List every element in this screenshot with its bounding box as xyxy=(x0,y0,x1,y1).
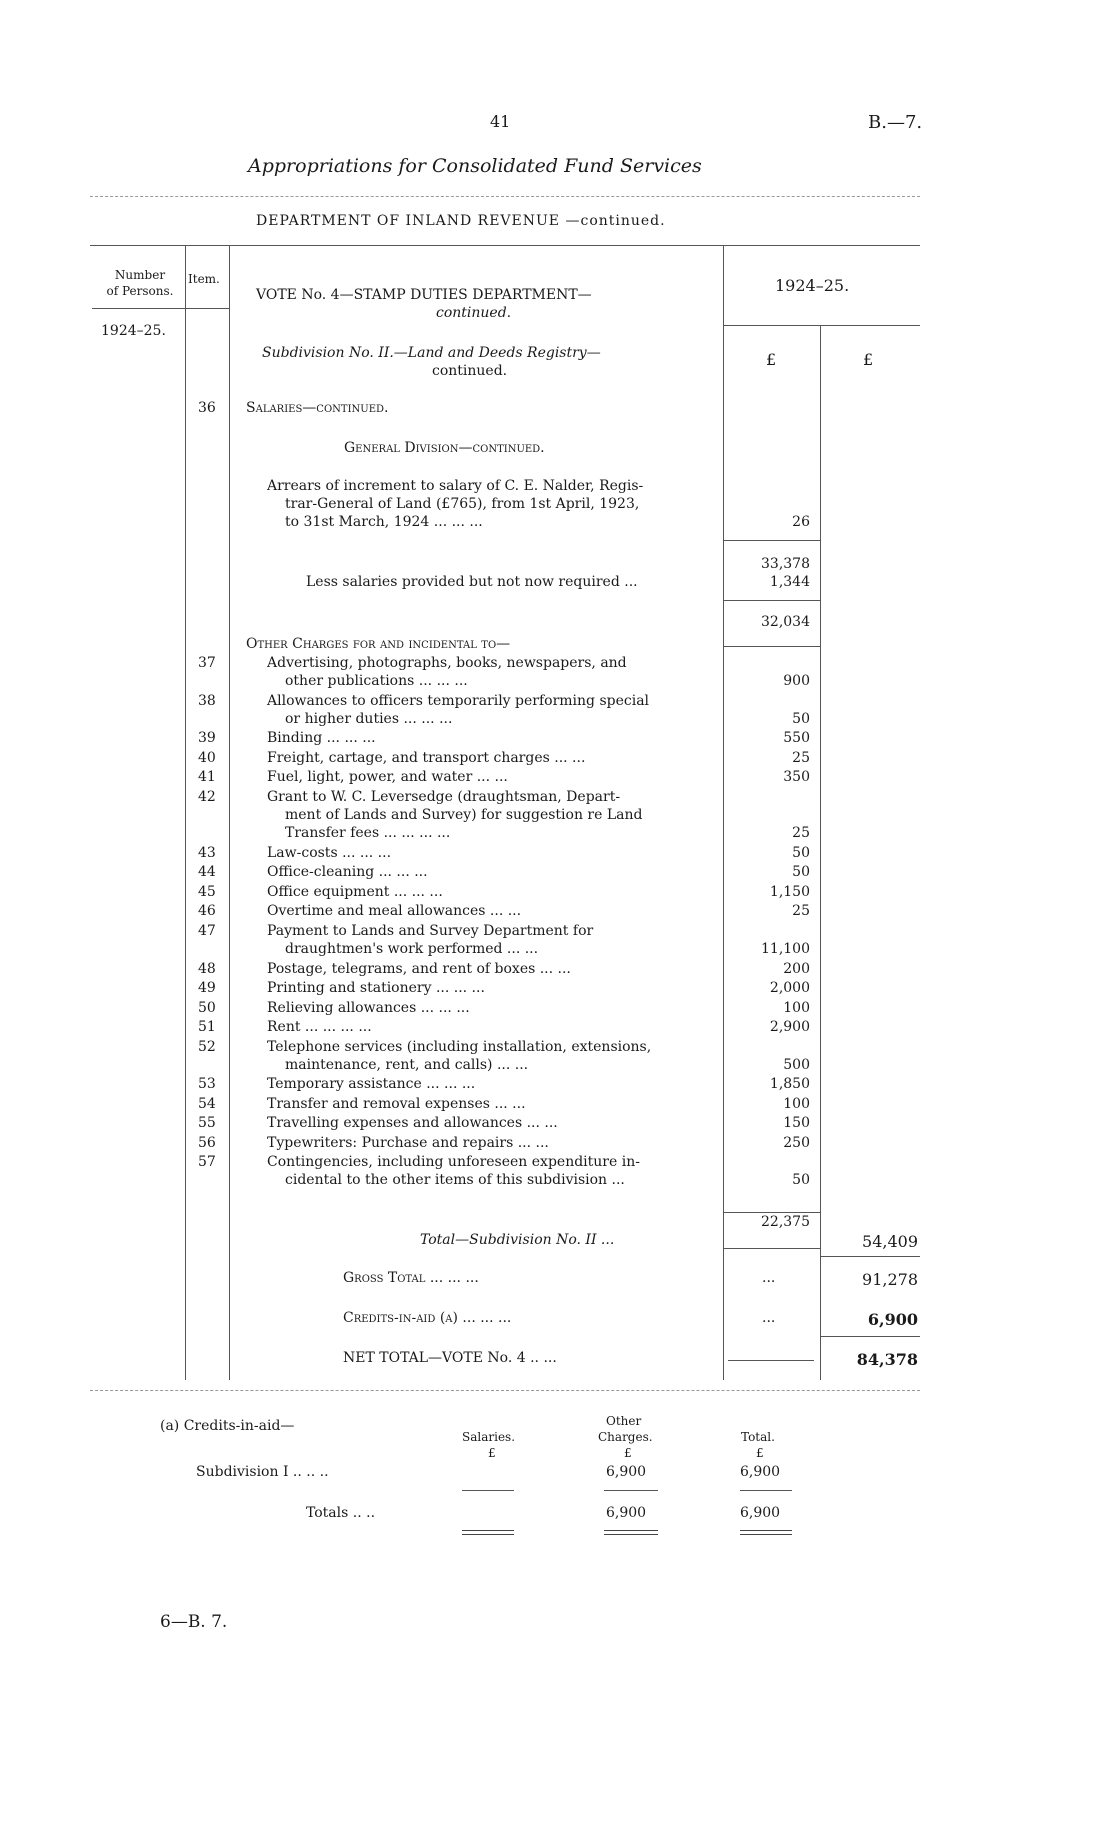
item-number: 38 xyxy=(198,692,216,709)
item-number: 39 xyxy=(198,730,216,747)
footnote-col-total: Total. xyxy=(741,1430,775,1444)
item-amount: 250 xyxy=(783,1134,810,1151)
item-amount: 550 xyxy=(783,730,810,747)
page-title: Appropriations for Consolidated Fund Services xyxy=(248,155,702,177)
footnote-row-total: 6,900 xyxy=(740,1464,781,1480)
pound-sign-2: £ xyxy=(863,350,874,369)
footnote-totals-label: Totals .. .. xyxy=(306,1505,376,1521)
footnote-rule-other xyxy=(604,1490,658,1491)
item-number: 57 xyxy=(198,1154,216,1171)
other-charges-heading: Other Charges for and incidental to— xyxy=(246,636,511,652)
other-charges-rule xyxy=(723,646,820,647)
item-number: 54 xyxy=(198,1095,216,1112)
item-description-line: draughtmen's work performed ... ... xyxy=(285,941,539,957)
item-number: 43 xyxy=(198,844,216,861)
salaries-item-number: 36 xyxy=(198,400,216,416)
department-heading: DEPARTMENT OF INLAND REVENUE —continued. xyxy=(256,213,666,229)
footnote-col-other-1: Other xyxy=(606,1414,642,1428)
footnote-double-rule-total xyxy=(740,1530,792,1535)
item-amount: 50 xyxy=(792,1172,810,1189)
item-number: 55 xyxy=(198,1115,216,1132)
footnote-double-rule-salaries xyxy=(462,1530,514,1535)
item-number: 48 xyxy=(198,960,216,977)
item-number: 40 xyxy=(198,749,216,766)
item-number: 44 xyxy=(198,864,216,881)
footnote-pound-other: £ xyxy=(624,1446,632,1460)
item-header-rule xyxy=(185,308,229,309)
subdivision-total-amount: 54,409 xyxy=(862,1232,918,1251)
item-description-line: cidental to the other items of this subdivision ... xyxy=(285,1172,625,1189)
item-description-line: Allowances to officers temporarily performing special xyxy=(267,692,650,709)
persons-header-rule xyxy=(92,308,185,309)
gross-total-amount: 91,278 xyxy=(862,1270,918,1289)
item-description-line: Fuel, light, power, and water ... ... xyxy=(267,769,508,786)
net-total-amount: 84,378 xyxy=(856,1350,918,1369)
item-number: 42 xyxy=(198,788,216,805)
item-label: Item. xyxy=(188,272,220,286)
total-column-rule xyxy=(820,325,821,1380)
credits-in-aid-label: Credits-in-aid (a) ... ... ... xyxy=(343,1310,512,1326)
item-description-line: Office equipment ... ... ... xyxy=(267,883,443,900)
amount-column-rule xyxy=(723,245,724,1380)
other-charges-total: 22,375 xyxy=(761,1214,810,1230)
credits-in-aid-dots: ... xyxy=(762,1310,776,1326)
gross-total-rule xyxy=(820,1256,920,1257)
item-description-line: Travelling expenses and allowances ... ... xyxy=(267,1115,558,1132)
general-division-heading: General Division—continued. xyxy=(344,440,545,456)
item-number: 51 xyxy=(198,1019,216,1035)
net-total-dash xyxy=(728,1360,814,1361)
arrears-line-1: Arrears of increment to salary of C. E. Nalder, Regis- xyxy=(267,478,644,494)
item-number: 52 xyxy=(198,1038,216,1055)
item-amount: 150 xyxy=(783,1115,810,1132)
item-amount: 900 xyxy=(783,673,810,690)
item-description-line: Overtime and meal allowances ... ... xyxy=(267,903,522,920)
arrears-line-2: trar-General of Land (£765), from 1st April, 1923, xyxy=(285,496,640,512)
item-description-line: Temporary assistance ... ... ... xyxy=(267,1076,476,1093)
item-description-line: ment of Lands and Survey) for suggestion re Land xyxy=(285,807,643,824)
item-amount: 11,100 xyxy=(761,941,810,957)
item-description-line: Freight, cartage, and transport charges ... ... xyxy=(267,749,586,766)
footnote-double-rule-other xyxy=(604,1530,658,1535)
footnote-rule-salaries xyxy=(462,1490,514,1491)
item-amount: 100 xyxy=(783,999,810,1016)
item-amount: 50 xyxy=(792,844,810,861)
footnote-col-other-2: Charges. xyxy=(598,1430,653,1444)
page-number: 41 xyxy=(490,112,511,131)
item-amount: 350 xyxy=(783,769,810,786)
item-description-line: Advertising, photographs, books, newspapers, and xyxy=(267,655,627,671)
item-number: 47 xyxy=(198,922,216,939)
less-salaries-label: Less salaries provided but not now required ... xyxy=(306,574,638,590)
item-number: 53 xyxy=(198,1076,216,1093)
table-top-rule xyxy=(90,245,920,246)
item-description-line: other publications ... ... ... xyxy=(285,673,468,690)
item-number: 41 xyxy=(198,769,216,786)
arrears-rule xyxy=(723,540,820,541)
net-total-rule xyxy=(820,1336,920,1337)
subdivision-total-label: Total—Subdivision No. II ... xyxy=(420,1232,615,1248)
footnote-totals-other: 6,900 xyxy=(606,1505,647,1521)
vote-continued: continued. xyxy=(436,305,512,321)
less-salaries-amount: 1,344 xyxy=(769,574,810,590)
footnote-label: (a) Credits-in-aid— xyxy=(160,1418,295,1434)
arrears-amount: 26 xyxy=(792,514,810,530)
subdivision-continued: continued. xyxy=(432,363,508,379)
persons-label-1: Number xyxy=(114,268,166,282)
footnote-row-label: Subdivision I .. .. .. xyxy=(196,1464,329,1480)
year-label: 1924–25. xyxy=(775,276,850,295)
year-header-rule xyxy=(723,325,920,326)
arrears-line-3: to 31st March, 1924 ... ... ... xyxy=(285,514,483,530)
footnote-rule-total xyxy=(740,1490,792,1491)
item-description-line: Relieving allowances ... ... ... xyxy=(267,999,470,1016)
table-bottom-rule xyxy=(90,1390,920,1391)
item-description-line: Rent ... ... ... ... xyxy=(267,1019,372,1035)
footnote-col-salaries: Salaries. xyxy=(462,1430,516,1444)
item-number: 45 xyxy=(198,883,216,900)
item-amount: 100 xyxy=(783,1095,810,1112)
footnote-totals-total: 6,900 xyxy=(740,1505,781,1521)
item-number: 56 xyxy=(198,1134,216,1151)
item-description-line: Law-costs ... ... ... xyxy=(267,844,392,861)
item-number: 49 xyxy=(198,980,216,996)
subdivision-heading: Subdivision No. II.—Land and Deeds Registry— xyxy=(262,345,601,361)
item-description-line: or higher duties ... ... ... xyxy=(285,710,453,727)
item-column-rule xyxy=(229,245,230,1380)
item-description-line: Printing and stationery ... ... ... xyxy=(267,980,485,996)
item-amount: 1,850 xyxy=(769,1076,810,1093)
item-amount: 25 xyxy=(792,749,810,766)
vote-heading: VOTE No. 4—STAMP DUTIES DEPARTMENT— xyxy=(256,287,592,303)
salaries-subtotal: 33,378 xyxy=(761,556,810,572)
persons-label-2: of Persons. xyxy=(106,284,174,298)
less-rule xyxy=(723,600,820,601)
header-rule xyxy=(90,196,920,197)
gross-total-dots: ... xyxy=(762,1270,776,1286)
salaries-heading: Salaries—continued. xyxy=(246,400,389,416)
persons-year: 1924–25. xyxy=(101,323,166,339)
other-charges-total-rule xyxy=(723,1212,820,1213)
item-amount: 1,150 xyxy=(769,883,810,900)
pound-sign-1: £ xyxy=(766,350,777,369)
item-description-line: Contingencies, including unforeseen expenditure in- xyxy=(267,1154,640,1171)
item-number: 37 xyxy=(198,655,216,671)
credits-in-aid-amount: 6,900 xyxy=(867,1310,918,1329)
printer-signature: 6—B. 7. xyxy=(160,1612,228,1632)
item-description-line: Grant to W. C. Leversedge (draughtsman, Depart- xyxy=(267,788,621,805)
item-amount: 25 xyxy=(792,903,810,920)
footnote-row-other: 6,900 xyxy=(606,1464,647,1480)
item-description-line: Transfer and removal expenses ... ... xyxy=(267,1095,526,1112)
net-total-label: NET TOTAL—VOTE No. 4 .. ... xyxy=(343,1350,557,1366)
persons-column-rule xyxy=(185,245,186,1380)
footnote-pound-total: £ xyxy=(756,1446,764,1460)
item-description-line: Payment to Lands and Survey Department for xyxy=(267,922,594,939)
item-amount: 50 xyxy=(792,710,810,727)
item-description-line: maintenance, rent, and calls) ... ... xyxy=(285,1056,529,1073)
document-reference: B.—7. xyxy=(868,112,923,133)
item-amount: 50 xyxy=(792,864,810,881)
item-amount: 200 xyxy=(783,960,810,977)
item-amount: 2,900 xyxy=(769,1019,810,1035)
subdivision-total-rule xyxy=(723,1248,820,1249)
item-amount: 25 xyxy=(792,825,810,842)
item-number: 50 xyxy=(198,999,216,1016)
item-description-line: Typewriters: Purchase and repairs ... ... xyxy=(267,1134,549,1151)
item-description-line: Office-cleaning ... ... ... xyxy=(267,864,428,881)
item-amount: 2,000 xyxy=(769,980,810,996)
salaries-net: 32,034 xyxy=(761,614,810,630)
item-description-line: Binding ... ... ... xyxy=(267,730,376,747)
item-amount: 500 xyxy=(783,1056,810,1073)
gross-total-label: Gross Total ... ... ... xyxy=(343,1270,479,1286)
item-description-line: Transfer fees ... ... ... ... xyxy=(285,825,451,842)
footnote-pound-salaries: £ xyxy=(488,1446,496,1460)
item-number: 46 xyxy=(198,903,216,920)
item-description-line: Telephone services (including installation, extensions, xyxy=(267,1038,652,1055)
item-description-line: Postage, telegrams, and rent of boxes ... ... xyxy=(267,960,571,977)
